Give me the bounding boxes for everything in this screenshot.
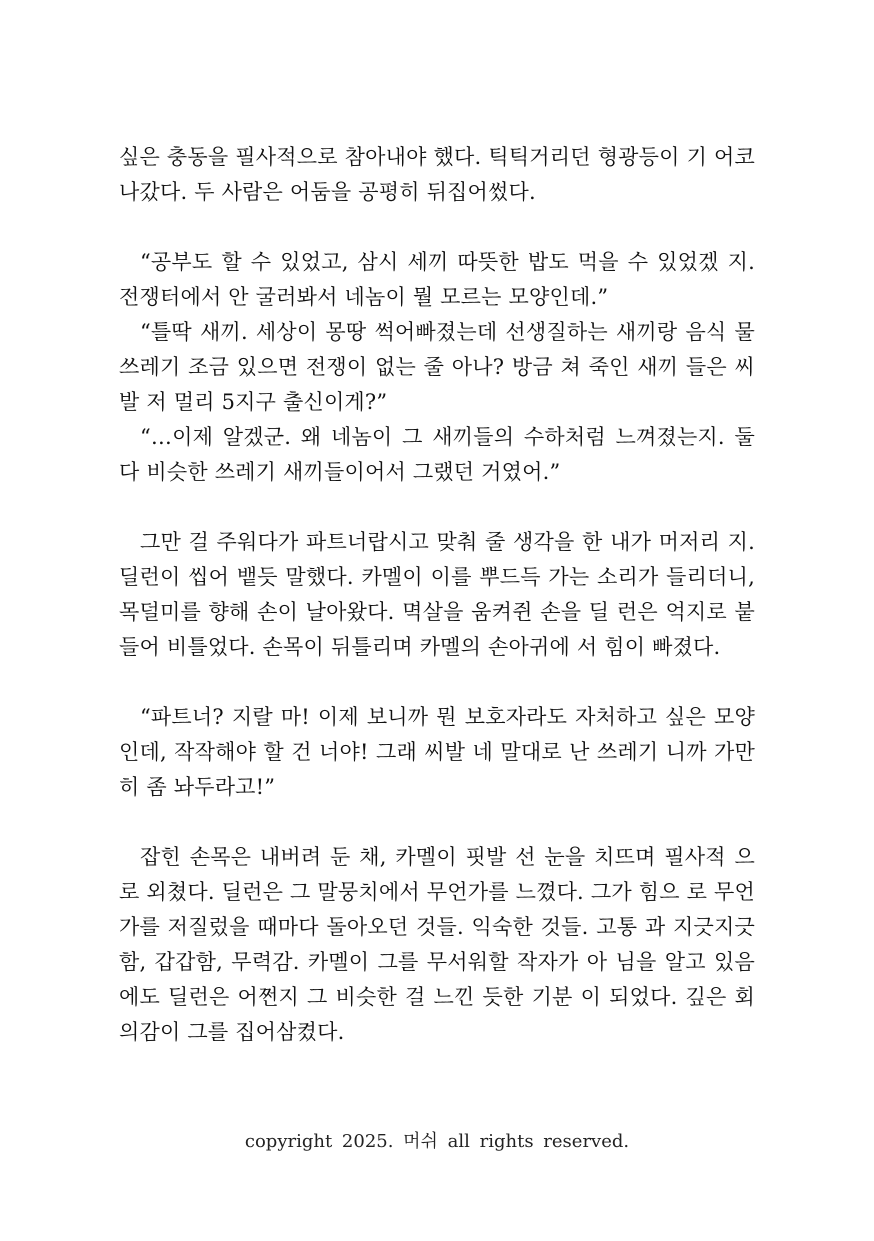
text-line: 그만 걸 주워다가 파트너랍시고 맞춰 줄 생각을 한 내가 머저리 — [140, 530, 721, 554]
text-line: 지. 전쟁터에서 안 굴러봐서 네놈이 뭘 모르는 모양인데.” — [119, 250, 755, 309]
text-line: “…이제 알겠군. 왜 네놈이 그 새끼들의 수하처럼 느껴졌는지. — [140, 425, 725, 449]
text-line: 으로 외쳤다. 딜런은 그 말뭉치에서 무언가를 느꼈다. 그가 힘으 — [119, 845, 755, 904]
text-line: 싶은 충동을 필사적으로 참아내야 했다. 틱틱거리던 형광등이 기 — [119, 145, 708, 169]
text-line: 둘 다 비슷한 쓰레기 새끼들이어서 그랬던 거였어.” — [119, 425, 755, 484]
text-line: 들은 씨발 저 멀리 5지구 출신이게?” — [119, 355, 755, 414]
paragraph-gap — [119, 805, 755, 840]
text-line: 서 힘이 빠졌다. — [576, 635, 721, 659]
text-line: 로 무언가를 저질렀을 때마다 돌아오던 것들. 익숙한 것들. 고통 — [119, 880, 755, 939]
paragraph-1 — [119, 140, 755, 210]
text-line: 모양인데, 작작해야 할 건 너야! 그래 씨발 네 말대로 난 쓰레기 — [119, 705, 755, 764]
text-line: “공부도 할 수 있었고, 삼시 세끼 따뜻한 밥도 먹을 수 있었겠 — [140, 250, 719, 274]
text-line: 지. 딜런이 씹어 뱉듯 말했다. 카멜이 이를 뿌드득 가는 소리가 — [119, 530, 755, 589]
text-line: 님을 알고 있음에도 딜런은 어쩐지 그 비슷한 걸 느낀 듯한 기분 — [119, 950, 755, 1009]
paragraph-gap — [119, 665, 755, 700]
text-line: 물 쓰레기 조금 있으면 전쟁이 없는 줄 아나? 방금 쳐 죽인 새끼 — [119, 320, 755, 379]
paragraph-3 — [119, 840, 755, 1050]
text-line: “파트너? 지랄 마! 이제 보니까 뭔 보호자라도 자처하고 싶은 — [140, 705, 707, 729]
dialogue-1 — [119, 245, 755, 315]
dialogue-4 — [119, 700, 755, 805]
paragraph-2 — [119, 525, 755, 665]
text-line: 런은 억지로 붙들어 비틀었다. 손목이 뒤틀리며 카멜의 손아귀에 — [119, 600, 755, 659]
copyright-footer: copyright 2025. 머쉬 all rights reserved. — [244, 1131, 630, 1152]
text-line: 들리더니, 목덜미를 향해 손이 날아왔다. 멱살을 움켜쥔 손을 딜 — [119, 565, 755, 624]
text-line: 니까 가만히 좀 놔두라고!” — [119, 740, 755, 799]
paragraph-gap — [119, 490, 755, 525]
text-line: “틀딱 새끼. 세상이 몽땅 썩어빠졌는데 선생질하는 새끼랑 음식 — [140, 320, 727, 344]
text-line: 이 되었다. 깊은 회의감이 그를 집어삼켰다. — [119, 985, 755, 1044]
text-line: 어코 나갔다. 두 사람은 어둠을 공평히 뒤집어썼다. — [119, 145, 755, 204]
dialogue-3 — [119, 420, 755, 490]
text-line: 과 지긋지긋함, 갑갑함, 무력감. 카멜이 그를 무서워할 작자가 아 — [119, 915, 755, 974]
text-line: 잡힌 손목은 내버려 둔 채, 카멜이 핏발 선 눈을 치뜨며 필사적 — [140, 845, 726, 869]
document-body — [119, 140, 755, 1050]
paragraph-gap — [119, 210, 755, 245]
dialogue-2 — [119, 315, 755, 420]
